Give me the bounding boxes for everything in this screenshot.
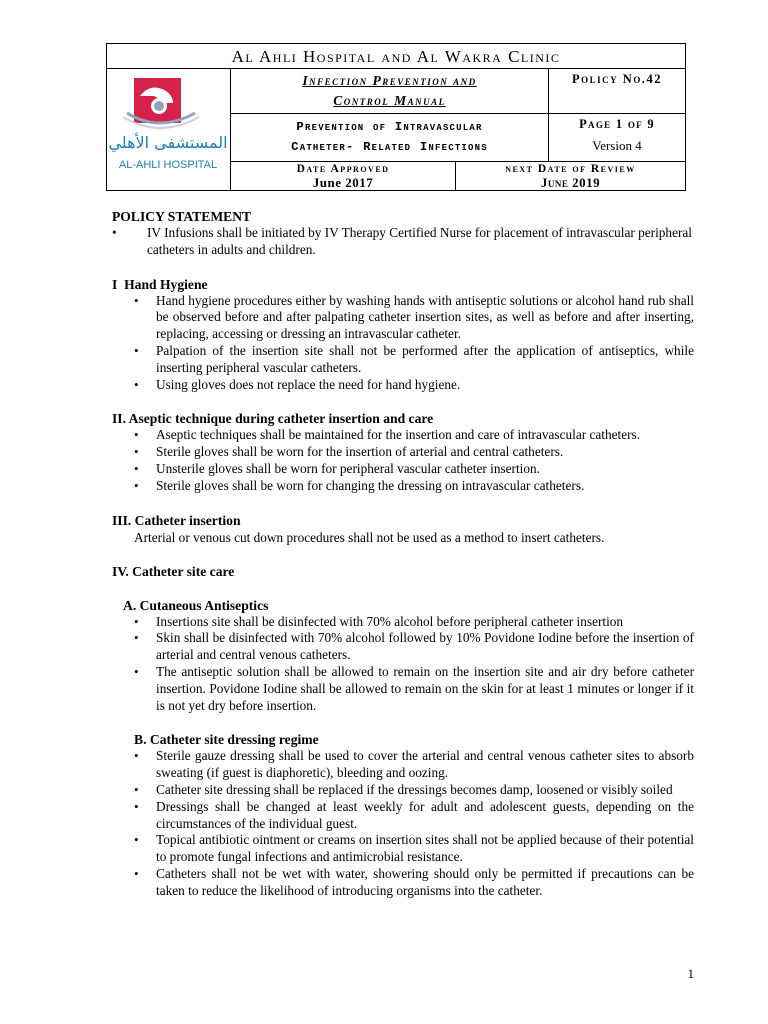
list-item: • Catheter site dressing shall be replaced if the dressings becomes damp, loosened or visibly soiled <box>112 782 694 799</box>
date-approved <box>231 162 456 190</box>
logo-english-text: AL-AHLI HOSPITAL <box>118 159 218 171</box>
page-number: 1 <box>687 966 694 981</box>
subsection-title: . Catheter site dressing regime <box>143 732 319 748</box>
page-of-total: Page 1 of 9 <box>579 117 655 131</box>
list-item: • Topical antibiotic ointment or creams on insertion sites shall not be applied because of their potential to promote fungal infections and antimicrobial resistance. <box>112 832 694 866</box>
subsection-dressing-regime-heading <box>112 731 694 748</box>
list-item: • Sterile gauze dressing shall be used to cover the arterial and central venous catheter sites to absorb sweating (if guest is diaphoretic), bleeding and oozing. <box>112 748 694 782</box>
list-item: • Palpation of the insertion site shall not be performed after the application of antiseptics, while inserting peripheral vascular catheters. <box>112 343 694 377</box>
manual-title-line1: Infection Prevention and <box>302 73 477 88</box>
dressing-regime-list <box>112 748 694 899</box>
list-item: • Hand hygiene procedures either by washing hands with antiseptic solutions or alcohol hand rub shall be observed before and after palpating catheter insertion sites, as well as before and after inserting, replacing, accessing or dressing an intravascular catheter. <box>112 293 694 343</box>
policy-statement-heading: POLICY STATEMENT <box>112 209 252 224</box>
section-catheter-insertion-heading: III. Catheter insertion <box>112 512 241 528</box>
policy-subject-line2: Catheter- Related Infections <box>291 140 488 154</box>
date-approved-value: June 2017 <box>312 175 374 190</box>
policy-number-text: Policy No.42 <box>572 72 662 86</box>
list-item: • Sterile gloves shall be worn for changing the dressing on intravascular catheters. <box>112 478 694 495</box>
date-approved-label: Date Approved <box>296 163 390 175</box>
list-item: • Aseptic techniques shall be maintained for the insertion and care of intravascular catheters. <box>112 427 694 444</box>
catheter-insertion-text: Arterial or venous cut down procedures shall not be used as a method to insert catheters. <box>134 529 605 545</box>
hospital-logo <box>107 69 231 190</box>
section-aseptic-heading: II. Aseptic technique during catheter insertion and care <box>112 411 434 427</box>
next-review-date <box>456 162 685 190</box>
list-item: • The antiseptic solution shall be allowed to remain on the insertion site and air dry before catheter insertion. Povidone Iodine shall be allowed to remain on the skin for at least 1 minutes or longer if it is not yet dry before insertion. <box>112 664 694 714</box>
logo-arabic-text: المستشفى الأهلي <box>108 133 228 152</box>
cutaneous-antiseptics-list <box>112 614 694 715</box>
policy-subject <box>231 114 549 162</box>
bullet-icon: • <box>112 225 117 240</box>
list-item: • Catheters shall not be wet with water, showering should only be permitted if precautions can be taken to reduce the likelihood of introducing organisms into the catheter. <box>112 866 694 900</box>
next-review-value: June 2019 <box>540 175 601 190</box>
subsection-cutaneous-antiseptics-heading: A. Cutaneous Antiseptics <box>123 597 269 613</box>
section-catheter-site-care-heading: IV. Catheter site care <box>112 563 235 579</box>
policy-statement-item <box>112 225 694 259</box>
aseptic-list <box>112 427 694 494</box>
list-item: • Using gloves does not replace the need for hand hygiene. <box>112 377 694 394</box>
organization-title-text: Al Ahli Hospital and Al Wakra Clinic <box>231 47 561 66</box>
policy-subject-line1: Prevention of Intravascular <box>296 120 483 134</box>
section-hand-hygiene-heading: I Hand Hygiene <box>112 276 208 292</box>
document-header-table <box>106 43 686 191</box>
manual-title <box>231 69 549 114</box>
policy-body <box>112 208 694 900</box>
manual-title-line2: Control Manual <box>333 93 446 108</box>
list-item: • Dressings shall be changed at least weekly for adult and adolescent guests, depending on the circumstances of the individual guest. <box>112 799 694 833</box>
list-item: • Skin shall be disinfected with 70% alcohol followed by 10% Povidone Iodine before the insertion of arterial and central venous catheters. <box>112 630 694 664</box>
hand-hygiene-list <box>112 293 694 394</box>
next-review-label: next Date of Review <box>505 163 636 175</box>
subsection-letter: B <box>134 732 144 748</box>
list-item: • Unsterile gloves shall be worn for peripheral vascular catheter insertion. <box>112 461 694 478</box>
list-item: • Insertions site shall be disinfected with 70% alcohol before peripheral catheter insertion <box>112 614 694 631</box>
version-label: Version 4 <box>592 138 642 153</box>
list-item: • Sterile gloves shall be worn for the insertion of arterial and central catheters. <box>112 444 694 461</box>
policy-statement-text: IV Infusions shall be initiated by IV Therapy Certified Nurse for placement of intravascular peripheral catheters in adults and children. <box>147 225 692 257</box>
policy-number <box>549 69 685 114</box>
organization-title <box>107 44 685 69</box>
page-info <box>549 114 685 162</box>
